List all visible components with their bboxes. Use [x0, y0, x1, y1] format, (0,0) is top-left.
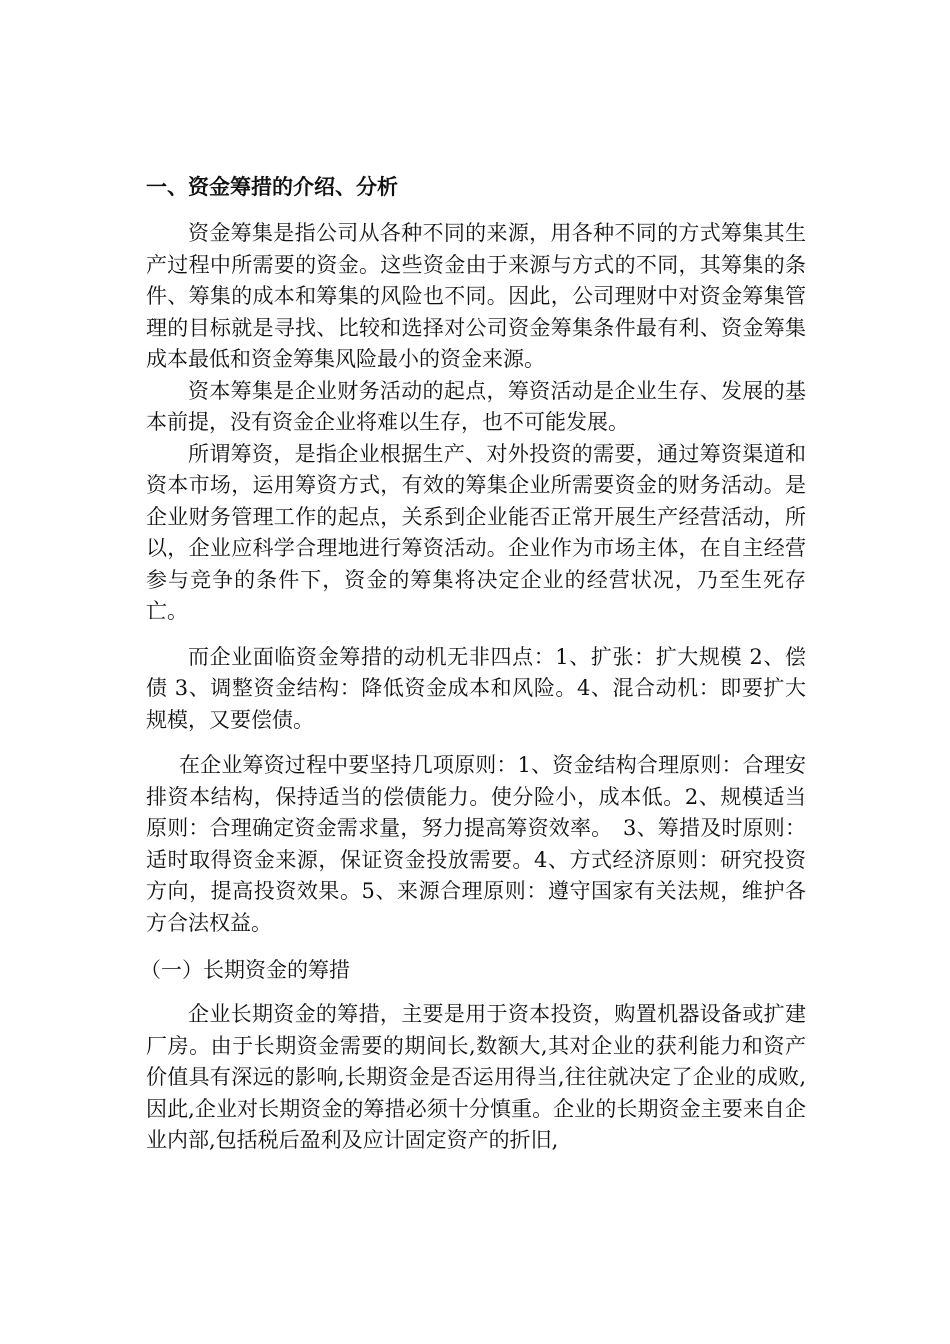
paragraph-funding-definition: 资金筹集是指公司从各种不同的来源，用各种不同的方式筹集其生产过程中所需要的资金。这些资金由于来源与方式的不同，其筹集的条件、筹集的成本和筹集的风险也不同。因此，公司理财中对资金筹集管理的目标就是寻找、比较和选择对公司资金筹集条件最有利、资金筹集成本最低和资金筹集风险最小的资金来源。 — [146, 221, 806, 371]
document-body — [140, 170, 806, 1157]
paragraph-long-term-funding: 企业长期资金的筹措，主要是用于资本投资，购置机器设备或扩建厂房。由于长期资金需要的期间长,数额大,其对企业的获利能力和资产价值具有深远的影响,长期资金是否运用得当,往往就决定了企业的成败,因此,企业对长期资金的筹措必须十分慎重。企业的长期资金主要来自企业内部,包括税后盈利及应计固定资产的折旧, — [146, 1002, 806, 1152]
paragraph-financing-motives: 而企业面临资金筹措的动机无非四点：1、扩张：扩大规模 2、偿债 3、调整资金结构：降低资金成本和风险。4、混合动机：即要扩大规模，又要偿债。 — [146, 644, 806, 732]
paragraph-financing-principles: 在企业筹资过程中要坚持几项原则：1、资金结构合理原则：合理安排资本结构，保持适当的偿债能力。使分险小，成本低。2、规模适当原则：合理确定资金需求量，努力提高筹资效率。 3、筹措及时原则：适时取得资金来源，保证资金投放需要。4、方式经济原则：研究投资方向，提高投资效果。5、来源合理原则：遵守国家有关法规，维护各方合法权益。 — [146, 753, 806, 935]
subsection-heading: （一）长期资金的筹措 — [140, 958, 350, 982]
paragraph-capital-raising: 资本筹集是企业财务活动的起点，筹资活动是企业生存、发展的基本前提，没有资金企业将难以生存，也不可能发展。 — [146, 378, 806, 434]
paragraph-financing-meaning: 所谓筹资，是指企业根据生产、对外投资的需要，通过筹资渠道和资本市场，运用筹资方式，有效的筹集企业所需要资金的财务活动。是企业财务管理工作的起点，关系到企业能否正常开展生产经营活动，所以，企业应科学合理地进行筹资活动。企业作为市场主体，在自主经营参与竞争的条件下，资金的筹集将决定企业的经营状况，乃至生死存亡。 — [146, 441, 806, 623]
section-heading: 一、资金筹措的介绍、分析 — [146, 175, 398, 199]
